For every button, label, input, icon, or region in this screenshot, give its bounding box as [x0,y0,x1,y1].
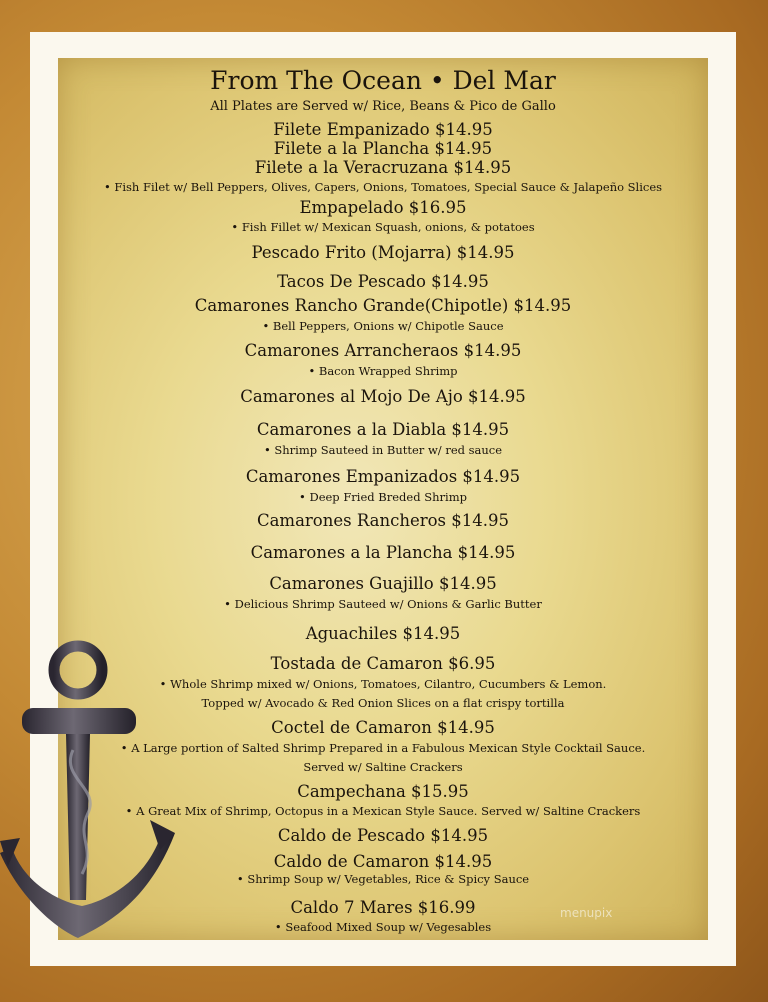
menu-item: Empapelado $16.95 [299,198,467,217]
menu-item-description: • A Large portion of Salted Shrimp Prepared in a Fabulous Mexican Style Cocktail Sauce. [120,741,646,755]
menu-item-description: • Whole Shrimp mixed w/ Onions, Tomatoes, Cilantro, Cucumbers & Lemon. [159,677,607,691]
menu-item: Coctel de Camaron $14.95 [271,718,495,737]
menu-item-description: Served w/ Saltine Crackers [303,760,463,774]
menu-item: Caldo de Camaron $14.95 [273,852,493,871]
menu-item: Camarones a la Plancha $14.95 [250,543,516,562]
menu-item-description: • Seafood Mixed Soup w/ Vegesables [274,920,492,934]
menu-item-description: • Bacon Wrapped Shrimp [308,364,458,378]
menu-title: From The Ocean • Del Mar [210,66,556,95]
watermark: menupix [560,906,613,920]
menu-item: Pescado Frito (Mojarra) $14.95 [251,243,515,262]
menu-item-description: • Fish Filet w/ Bell Peppers, Olives, Capers, Onions, Tomatoes, Special Sauce & Jalapeño Slices [103,180,663,194]
menu-item: Camarones Rancheros $14.95 [256,511,510,530]
menu-item-description: • Delicious Shrimp Sauteed w/ Onions & Garlic Butter [224,597,542,611]
menu-item-description: • Fish Fillet w/ Mexican Squash, onions, & potatoes [231,220,535,234]
menu-item: Caldo de Pescado $14.95 [277,826,489,845]
menu-item: Camarones Rancho Grande(Chipotle) $14.95 [194,296,572,315]
menu-item: Filete a la Veracruzana $14.95 [254,158,512,177]
menu-item: Caldo 7 Mares $16.99 [290,898,476,917]
menu-item: Campechana $15.95 [297,782,469,801]
menu-item: Camarones Empanizados $14.95 [245,467,521,486]
menu-item: Camarones Arrancheraos $14.95 [244,341,522,360]
anchor-icon [0,638,185,948]
menu-item: Camarones al Mojo De Ajo $14.95 [240,387,526,406]
menu-item-description: • Bell Peppers, Onions w/ Chipotle Sauce [262,319,504,333]
menu-item-description: • Shrimp Soup w/ Vegetables, Rice & Spicy Sauce [236,872,530,886]
menu-item: Aguachiles $14.95 [305,624,461,643]
menu-item: Tostada de Camaron $6.95 [270,654,496,673]
menu-subtitle: All Plates are Served w/ Rice, Beans & Pico de Gallo [210,99,556,114]
menu-item-description: Topped w/ Avocado & Red Onion Slices on a flat crispy tortilla [201,696,565,710]
menu-item: Tacos De Pescado $14.95 [277,272,489,291]
menu-item-description: • A Great Mix of Shrimp, Octopus in a Mexican Style Sauce. Served w/ Saltine Crackers [125,804,641,818]
menu-item: Camarones a la Diabla $14.95 [256,420,510,439]
menu-item-description: • Shrimp Sauteed in Butter w/ red sauce [263,443,503,457]
menu-item: Filete Empanizado $14.95 [273,120,493,139]
menu-item-description: • Deep Fried Breded Shrimp [299,490,467,504]
menu-item: Camarones Guajillo $14.95 [269,574,497,593]
menu-item: Filete a la Plancha $14.95 [273,139,493,158]
